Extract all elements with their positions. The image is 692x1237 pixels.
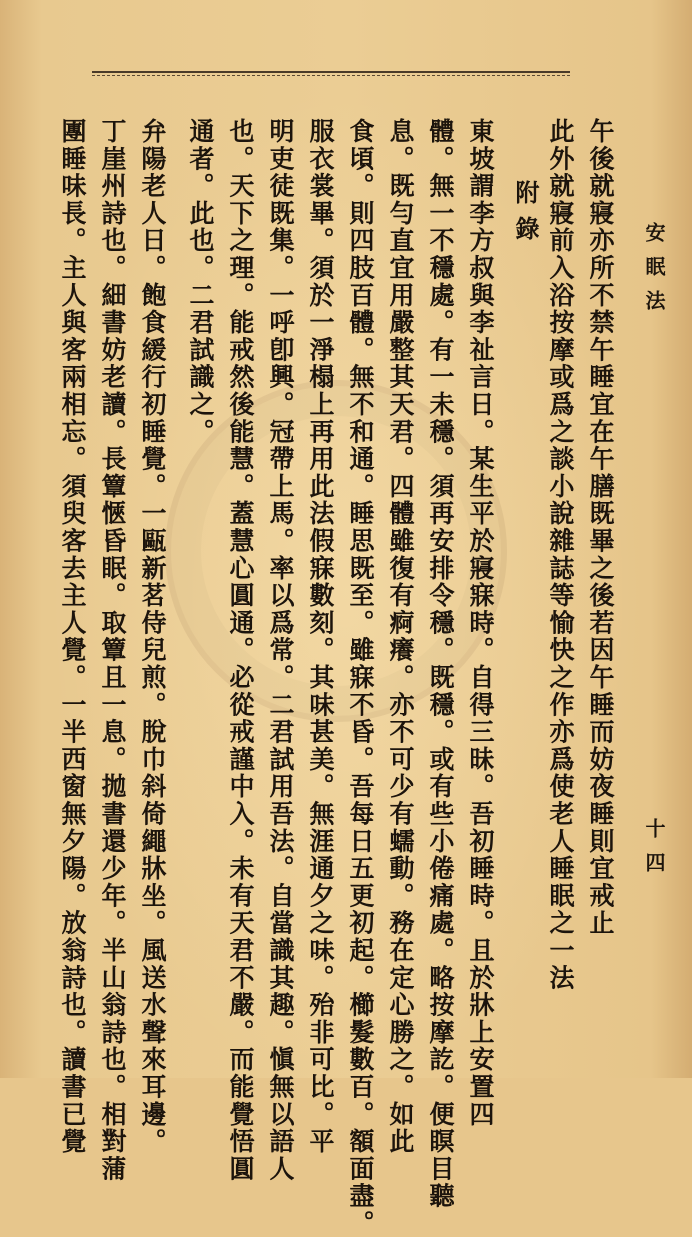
appendix-column-4: 食頃。則四肢百體。無不和通。睡思既至。雖寐不昏。吾每日五更初起。櫛髮數百。額面盡。 <box>346 118 375 1237</box>
appendix-column-2: 體。無一不穩處。有一未穩。須再安排令穩。既穩。或有些小倦痛處。略按摩訖。便瞑目聽 <box>426 118 455 1210</box>
library-stamp <box>165 380 507 722</box>
page-number: 十四 <box>642 818 666 886</box>
appendix-heading: 附錄 <box>511 180 540 252</box>
text-column-2: 此外就寢前入浴按摩或爲之談小說雜誌等愉快之作亦爲使老人睡眠之一法 <box>546 118 575 992</box>
header-rule <box>92 71 570 79</box>
appendix-column-9: 弁陽老人日。飽食緩行初睡覺。一甌新茗侍兒煎。脫巾斜倚繩牀坐。風送水聲來耳邊。 <box>138 118 167 1156</box>
appendix-column-8: 通者。此也。二君試識之。 <box>186 118 215 446</box>
appendix-column-5: 服衣裳畢。須於一淨榻上再用此法假寐數刻。其味甚美。無涯通夕之味。殆非可比。平 <box>306 118 335 1156</box>
appendix-column-1: 東坡謂李方叔與李祉言日。某生平於寢寐時。自得三昧。吾初睡時。且於牀上安置四 <box>466 118 495 1129</box>
appendix-column-10: 丁崖州詩也。細書妨老讀。長簟愜昏眠。取簟且一息。拋書還少年。半山翁詩也。相對蒲 <box>98 118 127 1183</box>
appendix-column-7: 也。天下之理。能戒然後能慧。蓋慧心圓通。必從戒謹中入。未有天君不嚴。而能覺悟圓 <box>226 118 255 1183</box>
appendix-column-11: 團睡味長。主人與客兩相忘。須臾客去主人覺。一半西窗無夕陽。放翁詩也。讀書已覺 <box>58 118 87 1156</box>
running-title: 安眠法 <box>642 222 666 324</box>
appendix-column-3: 息。既勻直宜用嚴整其天君。四體雖復有痾癢。亦不可少有蠕動。務在定心勝之。如此 <box>386 118 415 1156</box>
text-column-1: 午後就寢亦所不禁午睡宜在午膳既畢之後若因午睡而妨夜睡則宜戒止 <box>586 118 615 937</box>
appendix-column-6: 明吏徒既集。一呼卽興。冠帶上馬。率以爲常。二君試用吾法。自當識其趣。愼無以語人 <box>266 118 295 1183</box>
